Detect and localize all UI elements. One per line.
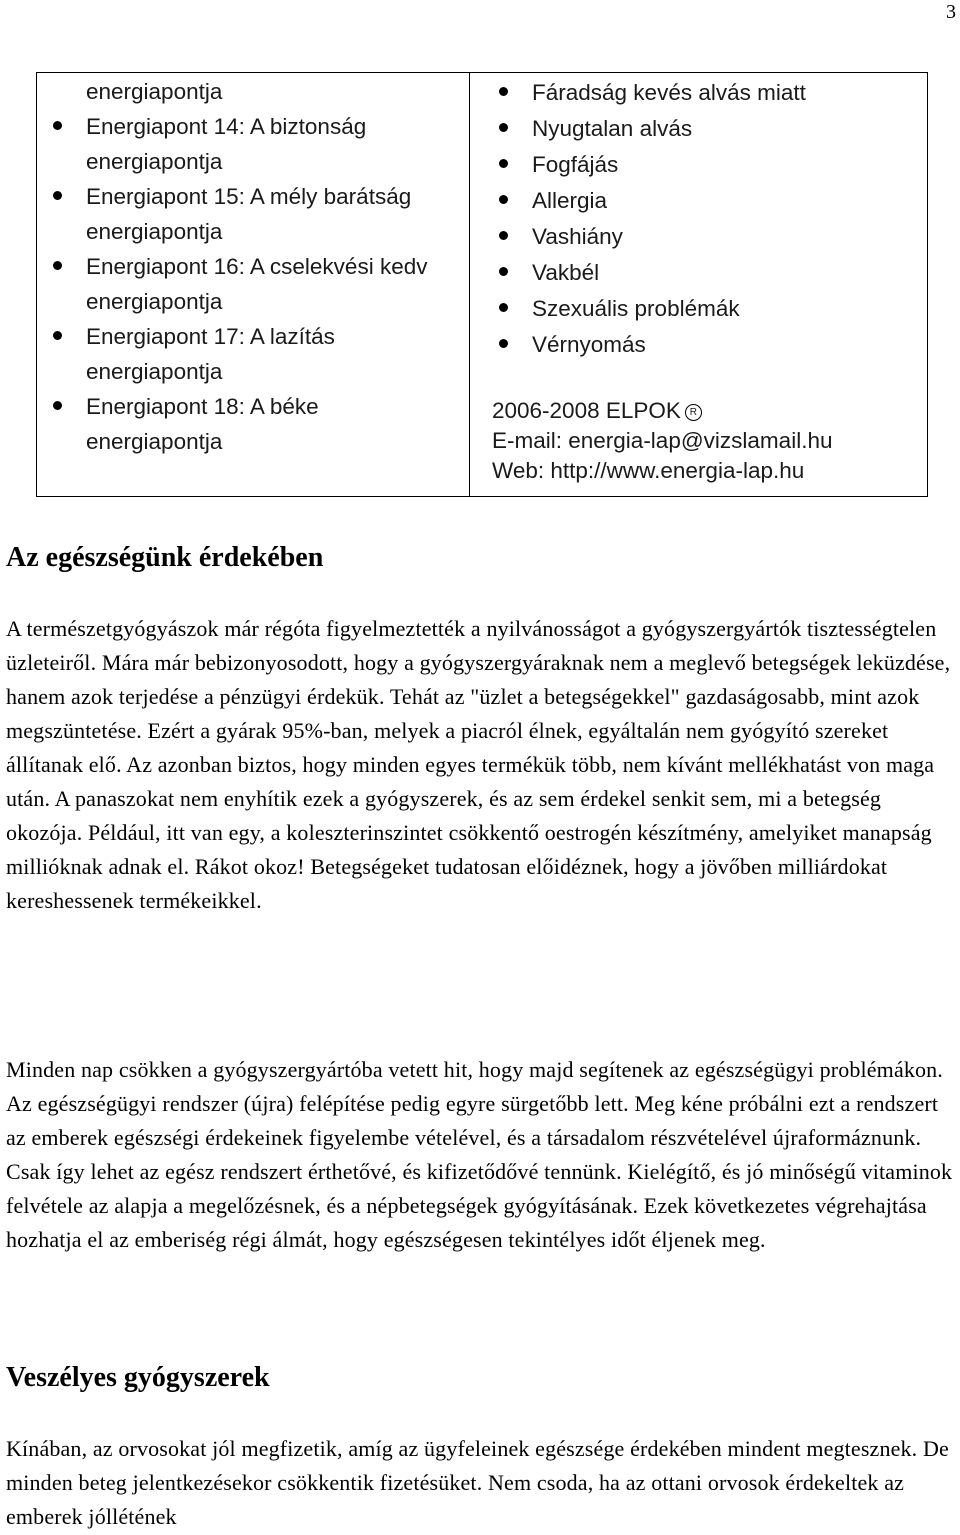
section-heading: Az egészségünk érdekében [6, 542, 324, 573]
list-item: Energiapont 17: A lazítás energiapontja [86, 319, 432, 389]
bullet-icon [499, 231, 508, 240]
list-item: Szexuális problémák [532, 291, 922, 327]
list-item: Energiapont 14: A biztonság energiapontja [86, 109, 432, 179]
section-heading: Veszélyes gyógyszerek [6, 1362, 270, 1393]
bullet-icon [53, 191, 62, 200]
bullet-icon [499, 159, 508, 168]
energy-points-column [86, 74, 432, 459]
energy-points-list [86, 109, 432, 459]
body-paragraph: Kínában, az orvosokat jól megfizetik, amíg az ügyfeleinek egészsége érdekében mindent megtesznek. De minden beteg jelentkezésekor csökkentik fizetésüket. Nem csoda, ha az ottani orvosok érdekeltek az emberek jóllétének [6, 1436, 949, 1529]
bullet-icon [499, 123, 508, 132]
bullet-icon [53, 261, 62, 270]
body-paragraph: A természetgyógyászok már régóta figyelmeztették a nyilvánosságot a gyógyszergyártók tisztességtelen üzleteiről. Mára már bebizonyosodott, hogy a gyógyszergyáraknak nem a meglevő betegségek leküzdése, hanem azok terjedése a pénzügyi érdekük. Tehát az "üzlet a betegségekkel" gazdaságosabb, mint azok megszüntetése. Ezért a gyárak 95%-ban, melyek a piacról élnek, egyáltalán nem gyógyító szereket állítanak elő. Az azonban biztos, hogy minden egyes termékük több, nem kívánt mellékhatást von maga után. A panaszokat nem enyhítik ezek a gyógyszerek, és az sem érdekel senkit sem, mi a betegség okozója. Például, itt van egy, a koleszterinszintet csökkentő oestrogén készítmény, amelyiket manapság millióknak adnak el. Rákot okoz! Betegségeket tudatosan előidéznek, hogy a jövőben milliárdokat kereshessenek termékeikkel. [6, 616, 951, 913]
bullet-icon [499, 267, 508, 276]
bullet-icon [53, 401, 62, 410]
bullet-icon [499, 87, 508, 96]
bullet-icon [53, 331, 62, 340]
bullet-icon [499, 339, 508, 348]
list-item: Allergia [532, 183, 922, 219]
list-item: Fáradság kevés alvás miatt [532, 75, 922, 111]
registered-trademark-icon: R [685, 404, 702, 421]
list-item: Vashiány [532, 219, 922, 255]
list-item: Nyugtalan alvás [532, 111, 922, 147]
bullet-icon [53, 121, 62, 130]
bullet-icon [499, 303, 508, 312]
list-item: Energiapont 15: A mély barátság energiapontja [86, 179, 432, 249]
list-item: Vérnyomás [532, 327, 922, 363]
publisher-contact [492, 396, 922, 486]
continued-text: energiapontja [86, 79, 223, 104]
bullet-icon [499, 195, 508, 204]
list-item: Energiapont 16: A cselekvési kedv energiapontja [86, 249, 432, 319]
list-item: Vakbél [532, 255, 922, 291]
web-link[interactable]: Web: http://www.energia-lap.hu [492, 458, 805, 483]
copyright-line: 2006-2008 ELPOK R [492, 396, 922, 426]
list-item: Energiapont 18: A béke energiapontja [86, 389, 432, 459]
email-link[interactable]: E-mail: energia-lap@vizslamail.hu [492, 428, 833, 453]
page-number: 3 [946, 1, 956, 23]
symptoms-column [532, 75, 922, 363]
column-divider [469, 73, 470, 496]
body-paragraph: Minden nap csökken a gyógyszergyártóba vetett hit, hogy majd segítenek az egészségügyi problémákon. Az egészségügyi rendszer (újra) felépítése pedig egyre sürgetőbb lett. Meg kéne próbálni ezt a rendszert az emberek egészségi érdekeinek figyelembe vételével, és a társadalom részvételével újraformáznunk. Csak így lehet az egész rendszert érthetővé, és kifizetődővé tennünk. Kielégítő, és jó minőségű vitaminok felvétele az alapja a megelőzésnek, és a népbetegségek gyógyításának. Ezek következetes végrehajtása hozhatja el az emberiség régi álmát, hogy egészségesen tekintélyes időt éljenek meg. [6, 1057, 953, 1252]
symptoms-list [532, 75, 922, 363]
list-item: Fogfájás [532, 147, 922, 183]
